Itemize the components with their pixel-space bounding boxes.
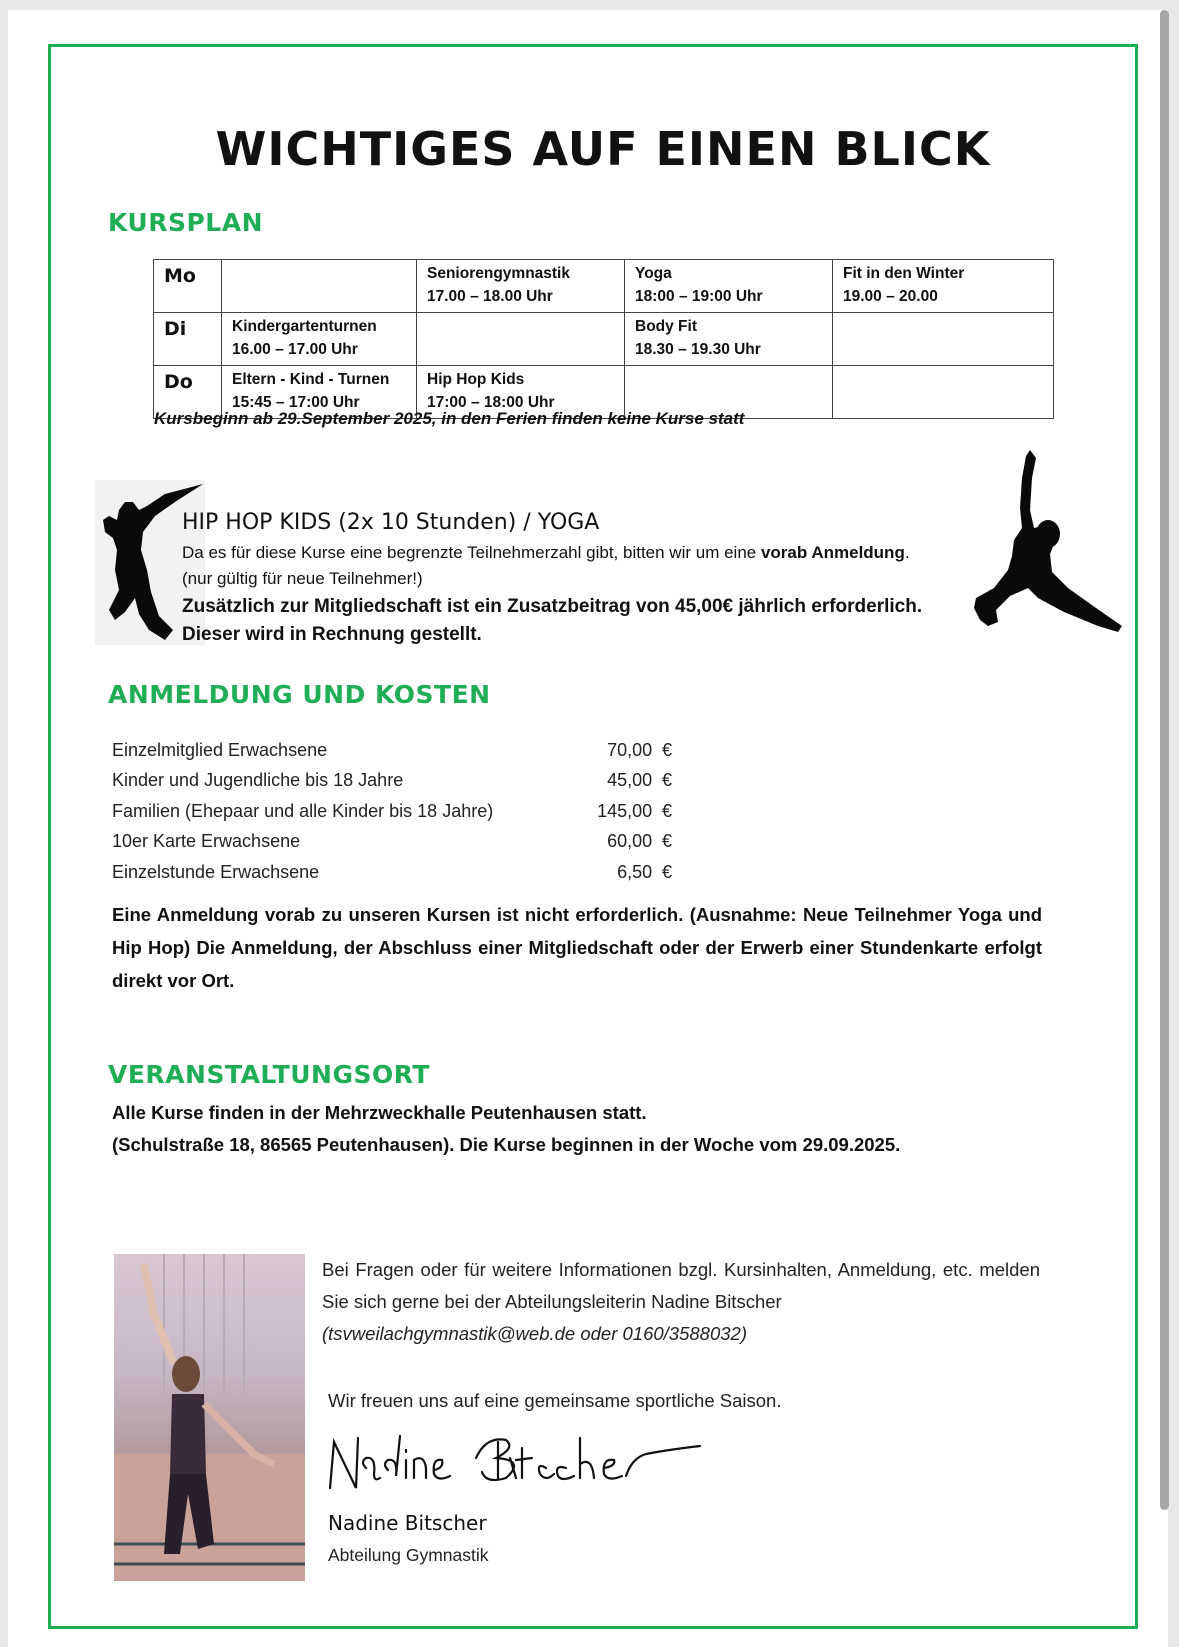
kursplan-heading: KURSPLAN xyxy=(108,208,264,237)
venue-line-1: Alle Kurse finden in der Mehrzweckhalle Peutenhausen statt. xyxy=(112,1102,647,1123)
hiphop-yoga-info xyxy=(182,540,1082,648)
contact-details[interactable]: (tsvweilachgymnastik@web.de oder 0160/3588032) xyxy=(322,1323,747,1344)
schedule-cell xyxy=(222,313,417,366)
schedule-cell xyxy=(417,313,625,366)
schedule-cell xyxy=(833,366,1054,419)
handwritten-signature xyxy=(326,1428,706,1498)
kosten-heading: ANMELDUNG UND KOSTEN xyxy=(108,680,491,709)
hiphop-line-1-text: Da es für diese Kurse eine begrenzte Teilnehmerzahl gibt, bitten wir um eine xyxy=(182,543,761,562)
course-time: 15:45 – 17:00 Uhr xyxy=(232,394,360,411)
price-list xyxy=(112,735,672,888)
price-amount: 145,00 xyxy=(597,800,653,821)
contact-text: Bei Fragen oder für weitere Informationen bzgl. Kursinhalten, Anmeldung, etc. melden Sie sich gerne bei der Abteilungsleiterin Nadine Bitscher xyxy=(322,1259,1040,1312)
hiphop-line-4: Dieser wird in Rechnung gestellt. xyxy=(182,624,482,645)
schedule-cell xyxy=(625,260,833,313)
price-currency: € xyxy=(661,770,672,791)
hiphop-yoga-heading: HIP HOP KIDS (2x 10 Stunden) / YOGA xyxy=(182,510,600,535)
department-head-photo xyxy=(114,1254,305,1581)
schedule-row xyxy=(154,313,1054,366)
photo-content xyxy=(114,1254,305,1581)
page-title: WICHTIGES AUF EINEN BLICK xyxy=(215,122,991,176)
price-currency: € xyxy=(661,800,672,821)
schedule-day: Mo xyxy=(154,260,222,313)
course-time: 18:00 – 19:00 Uhr xyxy=(635,288,763,305)
price-currency: € xyxy=(661,831,672,852)
course-time: 17.00 – 18.00 Uhr xyxy=(427,288,553,305)
vertical-scrollbar[interactable] xyxy=(1160,10,1169,1510)
hiphop-line-1 xyxy=(182,540,1082,566)
price-amount: 6,50 xyxy=(617,861,653,882)
price-row xyxy=(112,766,672,797)
schedule-day: Do xyxy=(154,366,222,419)
vorab-anmeldung-bold: vorab Anmeldung xyxy=(760,543,905,562)
price-amount: 60,00 xyxy=(607,831,653,852)
price-label: 10er Karte Erwachsene xyxy=(112,831,301,852)
course-name: Seniorengymnastik xyxy=(427,265,570,282)
price-row xyxy=(112,827,672,858)
price-label: Kinder und Jugendliche bis 18 Jahre xyxy=(112,770,404,791)
schedule-cell xyxy=(833,313,1054,366)
course-name: Hip Hop Kids xyxy=(427,371,525,388)
schedule-cell xyxy=(417,260,625,313)
course-time: 16.00 – 17.00 Uhr xyxy=(232,341,358,358)
course-name: Kindergartenturnen xyxy=(232,318,377,335)
document-page xyxy=(8,10,1168,1647)
venue-line-2: (Schulstraße 18, 86565 Peutenhausen). Die Kurse beginnen in der Woche vom 29.09.2025. xyxy=(112,1134,901,1155)
course-start-note: Kursbeginn ab 29.September 2025, in den Ferien finden keine Kurse statt xyxy=(154,409,745,428)
course-time: 19.00 – 20.00 xyxy=(843,288,938,305)
price-label: Einzelstunde Erwachsene xyxy=(112,861,320,882)
course-time: 18.30 – 19.30 Uhr xyxy=(635,341,761,358)
schedule-cell xyxy=(833,260,1054,313)
hiphop-line-3: Zusätzlich zur Mitgliedschaft ist ein Zusatzbeitrag von 45,00€ jährlich erforderlich. xyxy=(182,596,923,617)
course-name: Fit in den Winter xyxy=(843,265,965,282)
registration-paragraph: Eine Anmeldung vorab zu unseren Kursen ist nicht erforderlich. (Ausnahme: Neue Teilnehmer Yoga und Hip Hop) Die Anmeldung, der Abschluss einer Mitgliedschaft oder der Erwerb einer Stundenkarte erfolgt direkt vor Ort. xyxy=(112,904,1042,991)
schedule-day: Di xyxy=(154,313,222,366)
price-row xyxy=(112,857,672,888)
course-name: Body Fit xyxy=(635,318,697,335)
price-currency: € xyxy=(661,739,672,760)
venue-heading: VERANSTALTUNGSORT xyxy=(108,1060,430,1089)
hiphop-line-1-end: . xyxy=(904,543,910,562)
venue-info xyxy=(112,1097,1042,1161)
course-name: Yoga xyxy=(635,265,672,282)
course-time: 17:00 – 18:00 Uhr xyxy=(427,394,555,411)
price-row xyxy=(112,796,672,827)
course-name: Eltern - Kind - Turnen xyxy=(232,371,390,388)
price-row xyxy=(112,735,672,766)
price-amount: 45,00 xyxy=(607,770,653,791)
contact-info xyxy=(322,1254,1040,1350)
price-label: Familien (Ehepaar und alle Kinder bis 18 Jahre) xyxy=(112,800,494,821)
schedule-row xyxy=(154,260,1054,313)
course-schedule-table xyxy=(153,259,1054,419)
hiphop-line-2: (nur gültig für neue Teilnehmer!) xyxy=(182,569,423,588)
price-currency: € xyxy=(661,861,672,882)
signer-name: Nadine Bitscher xyxy=(328,1511,487,1535)
price-amount: 70,00 xyxy=(607,739,653,760)
schedule-cell xyxy=(222,260,417,313)
closing-line: Wir freuen uns auf eine gemeinsame sportliche Saison. xyxy=(328,1390,782,1411)
price-label: Einzelmitglied Erwachsene xyxy=(112,739,328,760)
schedule-cell xyxy=(625,313,833,366)
department-name: Abteilung Gymnastik xyxy=(328,1545,489,1565)
